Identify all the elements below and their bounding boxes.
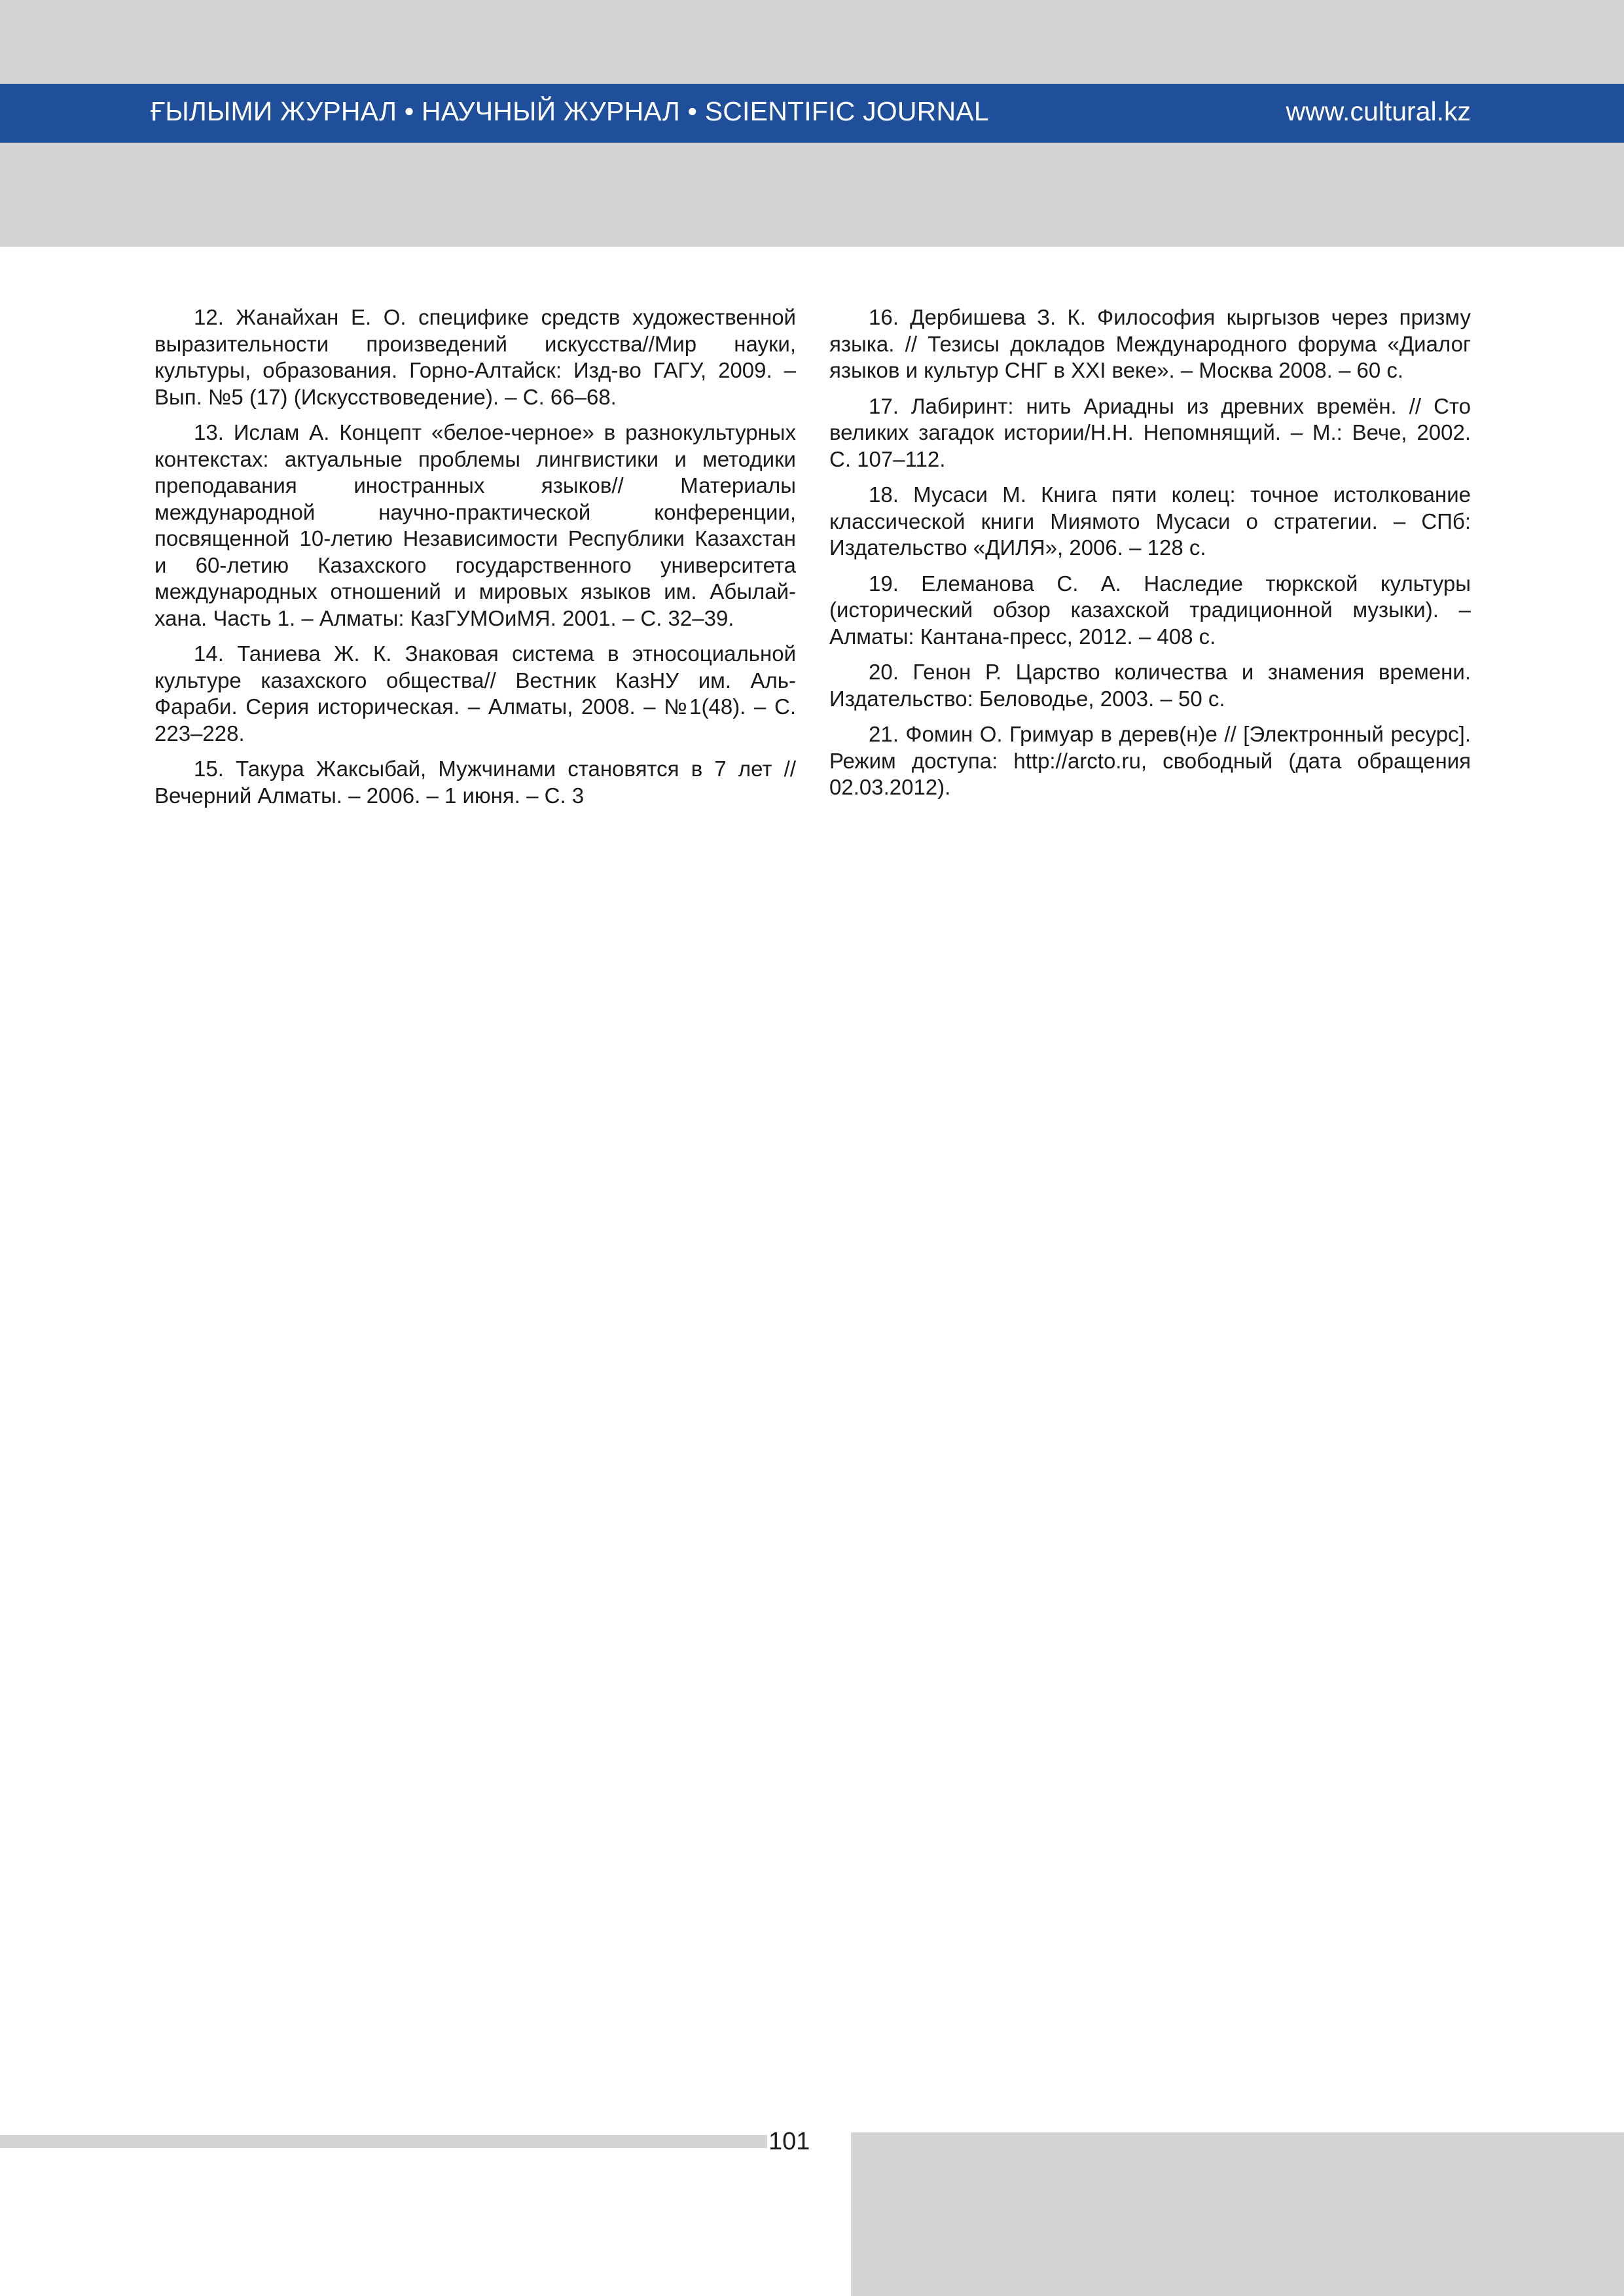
reference-item: 20. Генон Р. Царство количества и знамения времени. Издательство: Беловодье, 2003. – 50 с.	[829, 660, 1471, 711]
reference-item: 18. Мусаси М. Книга пяти колец: точное истолкование классической книги Миямото Мусаси о стратегии. – СПб: Издательство «ДИЛЯ», 2006. – 128 с.	[829, 482, 1471, 560]
page-number: 101	[768, 2128, 810, 2155]
reference-item: 17. Лабиринт: нить Ариадны из древних времён. // Сто великих загадок истории/Н.Н. Непомнящий. – М.: Вече, 2002. С. 107–112.	[829, 393, 1471, 471]
website-url: www.cultural.kz	[1286, 96, 1471, 126]
reference-item: 21. Фомин О. Гримуар в дерев(н)е // [Электронный ресурс]. Режим доступа: http://arcto.ru, свободный (дата обращения 02.03.2012).	[829, 722, 1471, 799]
reference-item: 15. Такура Жаксыбай, Мужчинами становятся в 7 лет // Вечерний Алматы. – 2006. – 1 июня. – С. 3	[154, 757, 796, 808]
references-right-column	[829, 304, 1471, 810]
reference-item: 14. Таниева Ж. К. Знаковая система в этносоциальной культуре казахского общества// Вестник КазНУ им. Аль-Фараби. Серия историческая. – Алматы, 2008. – №1(48). – С. 223–228.	[154, 641, 796, 745]
footer-bar	[0, 2135, 767, 2148]
footer-block	[851, 2132, 1624, 2296]
journal-title: ҒЫЛЫМИ ЖУРНАЛ • НАУЧНЫЙ ЖУРНАЛ • SCIENTIFIC JOURNAL	[151, 96, 989, 126]
references-left-column	[154, 304, 796, 818]
reference-item: 13. Ислам А. Концепт «белое-черное» в разнокультурных контекстах: актуальные проблемы лингвистики и методики преподавания иностранных языков// Материалы международной научно-практической конференции, посвященной 10-летию Независимости Республики Казахстан и 60-летию Казахского государственного университета международных отношений и мировых языков им. Абылай-хана. Часть 1. – Алматы: КазГУМОиМЯ. 2001. – С. 32–39.	[154, 420, 796, 630]
reference-item: 19. Елеманова С. А. Наследие тюркской культуры (исторический обзор казахской традиционной музыки). – Алматы: Кантана-пресс, 2012. – 408 с.	[829, 571, 1471, 649]
reference-item: 16. Дербишева З. К. Философия кыргызов через призму языка. // Тезисы докладов Международного форума «Диалог языков и культур СНГ в XXI веке». – Москва 2008. – 60 с.	[829, 305, 1471, 382]
reference-item: 12. Жанайхан Е. О. специфике средств художественной выразительности произведений искусства//Мир науки, культуры, образования. Горно-Алтайск: Изд-во ГАГУ, 2009. – Вып. №5 (17) (Искусствоведение). – С. 66–68.	[154, 305, 796, 409]
